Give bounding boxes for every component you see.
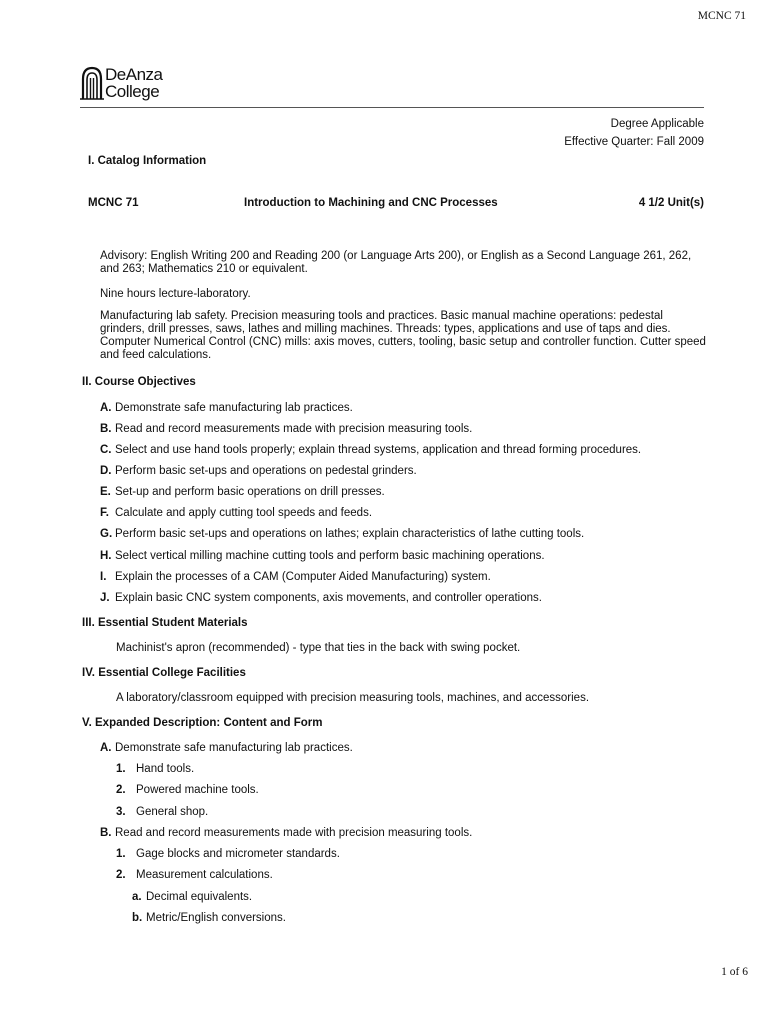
effective-quarter: Effective Quarter: Fall 2009 [564, 136, 704, 148]
hours-text: Nine hours lecture-laboratory. [100, 288, 251, 300]
section-heading-expanded: V. Expanded Description: Content and Form [82, 717, 323, 729]
course-units: 4 1/2 Unit(s) [638, 197, 704, 209]
running-head: MCNC 71 [697, 10, 746, 22]
section-heading-facilities: IV. Essential College Facilities [82, 667, 246, 679]
objective-item: D. Perform basic set-ups and operations on pedestal grinders. [100, 465, 417, 477]
objective-item: I. Explain the processes of a CAM (Computer Aided Manufacturing) system. [100, 571, 491, 583]
content-subitem: 1. Gage blocks and micrometer standards. [116, 848, 340, 860]
materials-text: Machinist's apron (recommended) - type that ties in the back with swing pocket. [116, 642, 521, 654]
course-description: Manufacturing lab safety. Precision measuring tools and practices. Basic manual machine operations: pedestal grinders, drill presses, saws, lathes and milling machines. Threads: types, applications and use of taps and dies. Computer Numerical Control (CNC) mills: axis moves, cutters, tooling, basic setup and controller function. Cutter speed and feed calculations. [100, 310, 706, 361]
header-rule [80, 107, 704, 108]
course-code: MCNC 71 [88, 197, 139, 209]
college-seal-icon [80, 66, 104, 100]
content-item: A. Demonstrate safe manufacturing lab practices. [100, 742, 353, 754]
objective-item: J. Explain basic CNC system components, axis movements, and controller operations. [100, 592, 542, 604]
content-subsubitem: a. Decimal equivalents. [132, 891, 253, 903]
objective-item: C. Select and use hand tools properly; explain thread systems, application and thread forming procedures. [100, 444, 642, 456]
objective-item: F. Calculate and apply cutting tool speeds and feeds. [100, 507, 373, 519]
content-item: B. Read and record measurements made with precision measuring tools. [100, 827, 473, 839]
college-logo [80, 64, 190, 102]
section-heading-materials: III. Essential Student Materials [82, 617, 248, 629]
section-heading-objectives: II. Course Objectives [82, 376, 196, 388]
content-subitem: 1. Hand tools. [116, 763, 195, 775]
content-subitem: 2. Measurement calculations. [116, 869, 273, 881]
content-subitem: 3. General shop. [116, 806, 209, 818]
section-heading-catalog: I. Catalog Information [88, 155, 207, 167]
content-subitem: 2. Powered machine tools. [116, 784, 259, 796]
objective-item: A. Demonstrate safe manufacturing lab practices. [100, 402, 353, 414]
advisory-text: Advisory: English Writing 200 and Reading 200 (or Language Arts 200), or English as a Second Language 261, 262, and 263; Mathematics 210 or equivalent. [100, 250, 692, 275]
page-number: 1 of 6 [721, 966, 748, 978]
objective-item: E. Set-up and perform basic operations on drill presses. [100, 486, 385, 498]
course-title: Introduction to Machining and CNC Processes [244, 197, 498, 209]
logo-line-1: DeAnza [105, 65, 163, 84]
facilities-text: A laboratory/classroom equipped with precision measuring tools, machines, and accessories. [116, 692, 590, 704]
content-subsubitem: b. Metric/English conversions. [132, 912, 286, 924]
objective-item: B. Read and record measurements made with precision measuring tools. [100, 423, 473, 435]
objective-item: H. Select vertical milling machine cutting tools and perform basic machining operations. [100, 550, 545, 562]
logo-line-2: College [105, 82, 160, 101]
degree-status: Degree Applicable [610, 118, 704, 130]
objective-item: G. Perform basic set-ups and operations on lathes; explain characteristics of lathe cutting tools. [100, 528, 585, 540]
